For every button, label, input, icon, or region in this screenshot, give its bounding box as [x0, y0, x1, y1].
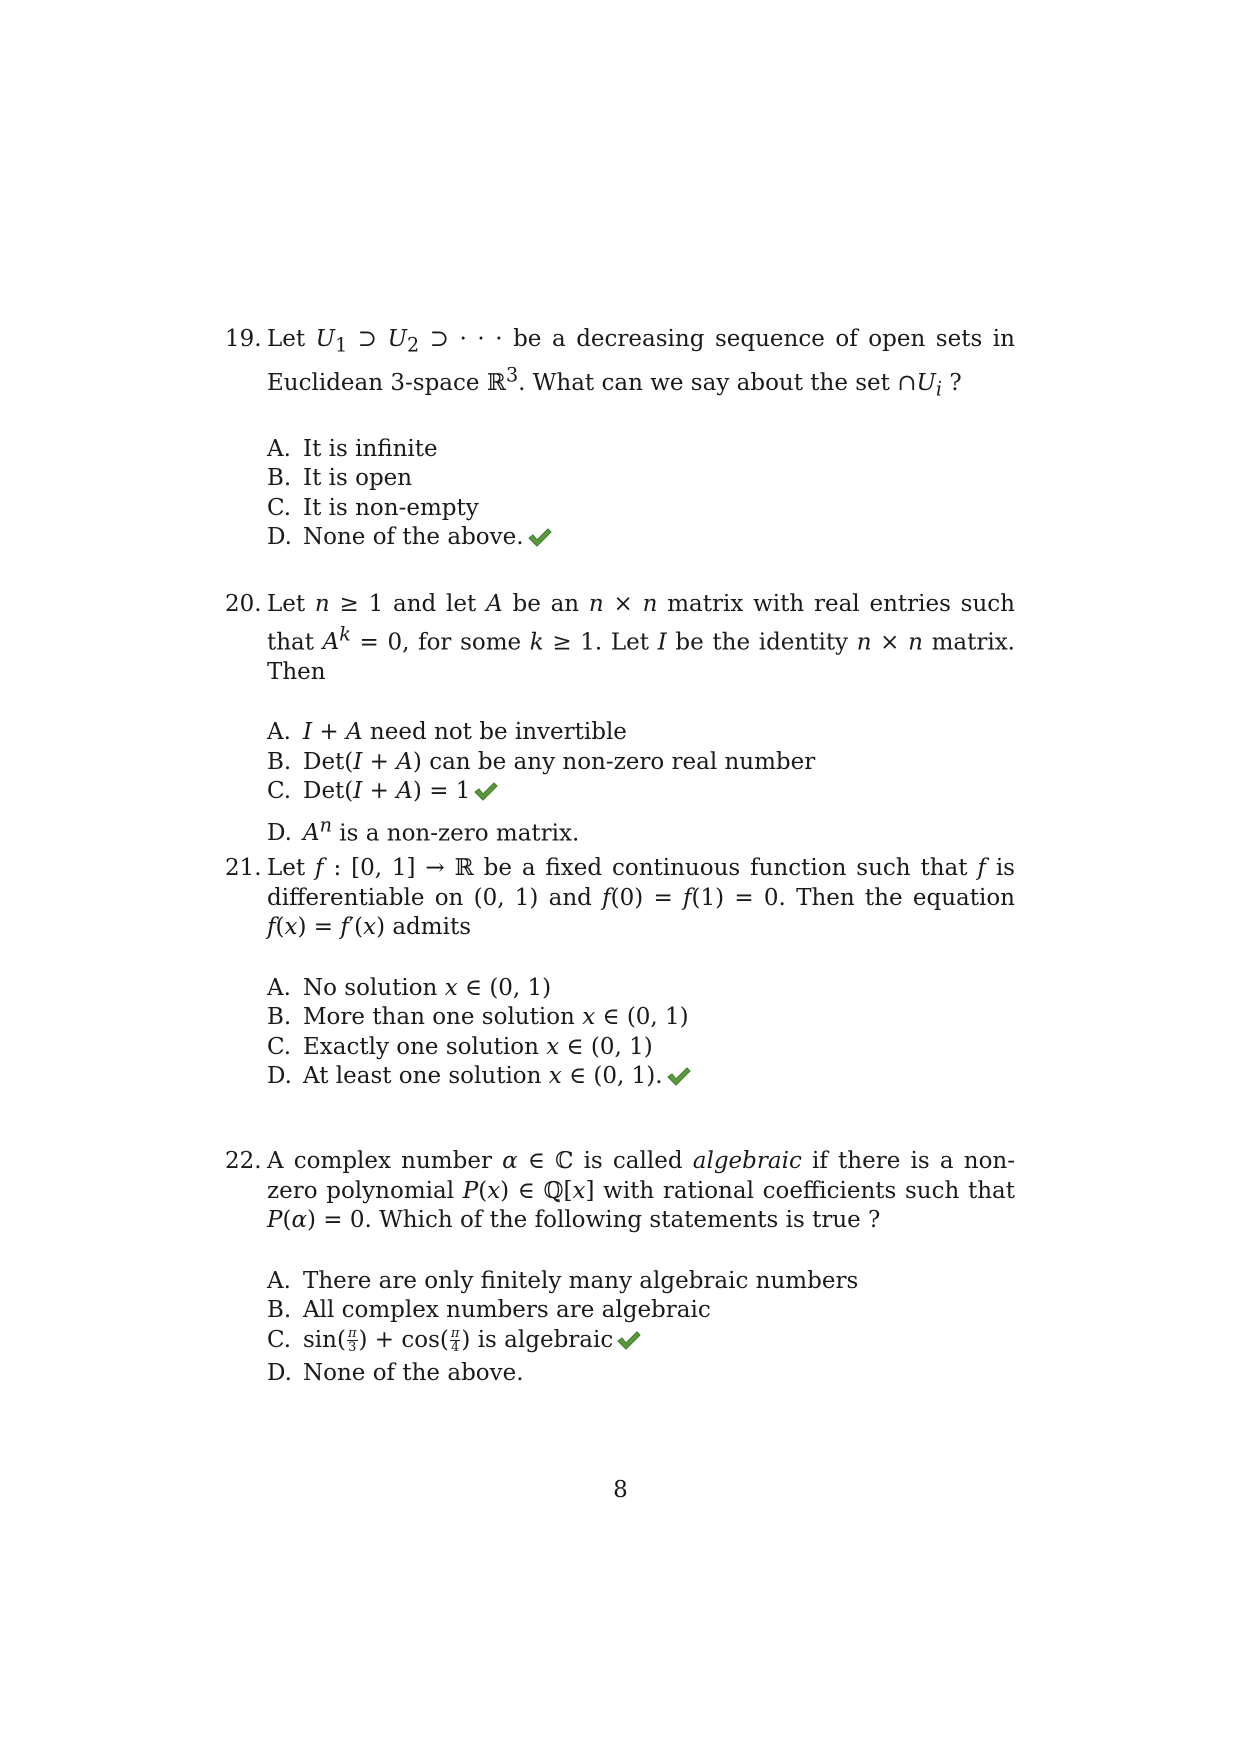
checkmark-icon [474, 781, 498, 811]
option-d [267, 1062, 1015, 1096]
option-text: It is non-empty [303, 494, 479, 521]
option-c [267, 777, 1015, 811]
option-a [267, 1267, 1015, 1297]
option-text: It is infinite [303, 435, 438, 462]
options-list [225, 1267, 1015, 1389]
question-stem [225, 325, 1015, 404]
question-21 [225, 854, 1015, 1096]
option-text: I + A need not be invertible [303, 719, 627, 746]
option-b [267, 464, 1015, 494]
question-number: 21. [225, 855, 262, 881]
option-letter: A. [267, 974, 291, 1001]
option-letter: C. [267, 1033, 292, 1060]
option-text: Exactly one solution x ∈ (0, 1) [303, 1033, 653, 1060]
option-text: None of the above. [303, 1360, 524, 1386]
question-text: A complex number α ∈ ℂ is called algebraic if there is a non-zero polynomial P(x) ∈ ℚ[x] with rational coefficients such that P(α) = 0. Which of the following statements is true ? [267, 1148, 1016, 1233]
question-text: Let $U_1$ ⊃ $U_2$ ⊃ · · · be a decreasing sequence of open sets in Euclidean 3-space ℝ$^3$. What can we say about the set $\cap U_i$ ? [267, 326, 1015, 401]
question-stem [225, 590, 1015, 687]
question-text: Let n ≥ 1 and let A be an n × n matrix with real entries such that $A^k = 0$, for some k ≥ 1. Let I be the identity n × n matrix. Then [267, 591, 1015, 685]
option-d [267, 1359, 1015, 1389]
options-list [225, 974, 1015, 1096]
option-text: $A^n$ is a non-zero matrix. [303, 813, 580, 847]
question-stem [225, 1147, 1015, 1236]
option-letter: D. [267, 1063, 292, 1089]
page-number: 8 [613, 1477, 628, 1503]
option-letter: B. [267, 1297, 292, 1323]
checkmark-icon [528, 527, 552, 557]
option-b [267, 748, 1015, 778]
checkmark-icon [617, 1330, 641, 1360]
option-a [267, 718, 1015, 748]
option-text: There are only finitely many algebraic numbers [303, 1267, 859, 1294]
option-text: No solution x ∈ (0, 1) [303, 974, 552, 1001]
question-22 [225, 1147, 1015, 1389]
option-text: sin( $\frac{\pi}{3}$ ) + cos( $\frac{\pi}{4}$ ) is algebraic [303, 1326, 614, 1355]
option-d [267, 523, 1015, 557]
option-letter: D. [267, 1360, 292, 1386]
option-c [267, 1033, 1015, 1063]
option-letter: D. [267, 820, 292, 847]
question-text: Let f : [0, 1] → ℝ be a fixed continuous function such that f is differentiable on (0, 1) and f(0) = f(1) = 0. Then the equation f(x) = f′(x) admits [267, 855, 1015, 940]
option-letter: C. [267, 1326, 292, 1353]
question-number: 20. [225, 591, 262, 617]
option-d [267, 811, 1015, 849]
option-letter: B. [267, 465, 292, 492]
options-list [225, 435, 1015, 557]
option-letter: B. [267, 748, 292, 775]
question-20 [225, 590, 1015, 849]
option-letter: A. [267, 719, 291, 746]
option-text: It is open [303, 465, 413, 492]
option-letter: D. [267, 524, 292, 551]
option-a [267, 435, 1015, 465]
options-list [225, 718, 1015, 849]
option-letter: A. [267, 435, 291, 462]
option-text: None of the above. [303, 524, 524, 551]
option-c [267, 494, 1015, 524]
question-19 [225, 325, 1015, 557]
option-letter: B. [267, 1004, 292, 1030]
option-b [267, 1296, 1015, 1326]
option-c [267, 1326, 1015, 1360]
option-a [267, 974, 1015, 1004]
option-text: At least one solution x ∈ (0, 1). [303, 1063, 663, 1089]
option-b [267, 1003, 1015, 1033]
checkmark-icon [667, 1066, 691, 1096]
option-text: More than one solution x ∈ (0, 1) [303, 1004, 689, 1030]
question-number: 19. [225, 326, 262, 352]
question-stem [225, 854, 1015, 943]
option-text: Det(I + A) can be any non-zero real number [303, 748, 816, 775]
option-text: All complex numbers are algebraic [303, 1297, 711, 1323]
question-number: 22. [225, 1148, 262, 1174]
option-text: Det(I + A) = 1 [303, 778, 471, 805]
option-letter: C. [267, 494, 292, 521]
option-letter: A. [267, 1267, 291, 1294]
option-letter: C. [267, 778, 292, 805]
